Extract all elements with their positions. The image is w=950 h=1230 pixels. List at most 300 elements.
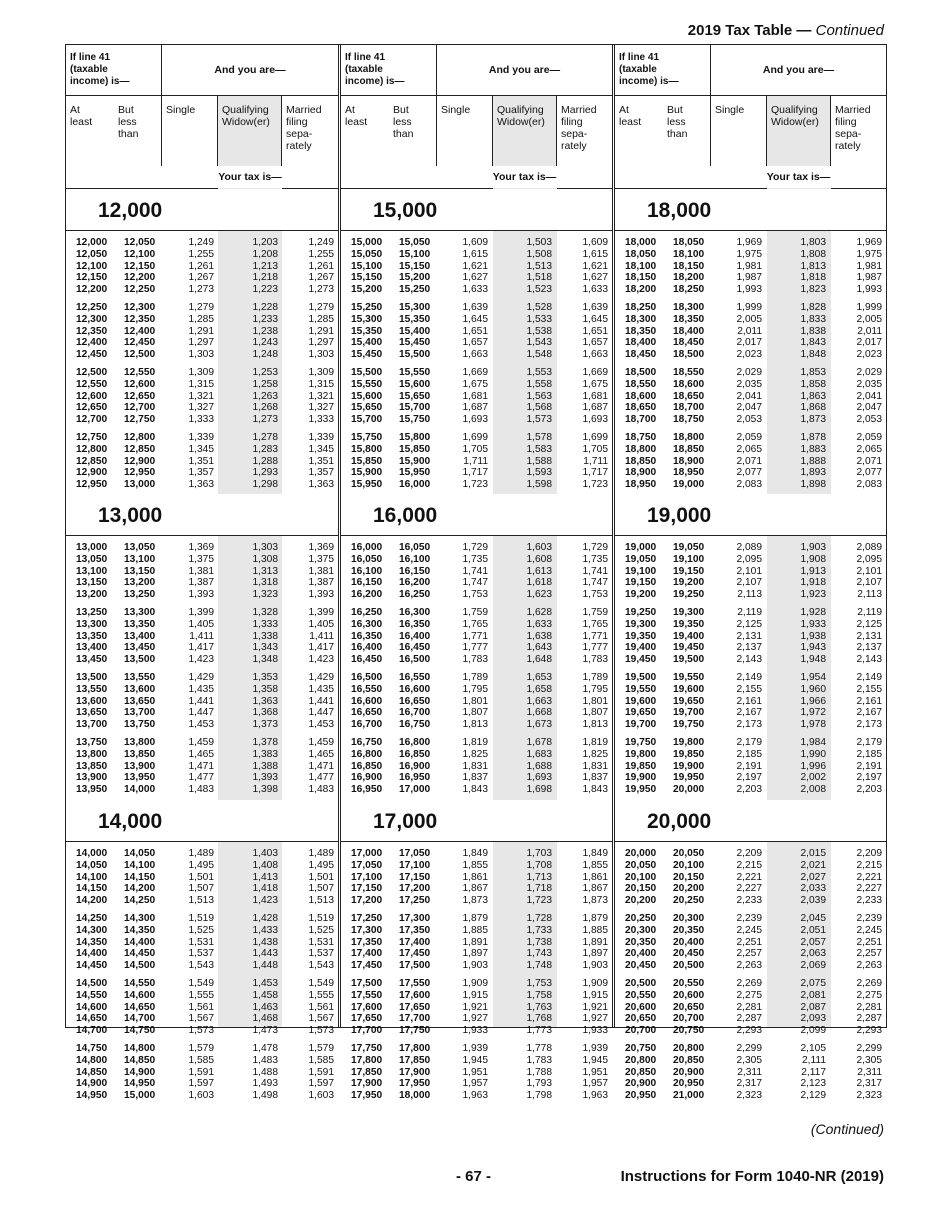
at-least-value: 18,850 xyxy=(625,455,657,467)
but-less-than-value: 17,950 xyxy=(399,1078,431,1090)
at-least-value: 15,650 xyxy=(351,402,383,414)
table-row xyxy=(615,349,886,361)
at-least-value: 20,450 xyxy=(625,960,657,972)
row-group xyxy=(341,607,612,666)
but-less-than-value: 14,400 xyxy=(124,936,156,948)
qualifying-widow-tax: 1,873 xyxy=(800,414,826,426)
single-tax: 1,999 xyxy=(736,302,762,313)
qualifying-widow-tax: 2,087 xyxy=(800,1001,826,1013)
but-less-than-value: 16,450 xyxy=(399,642,431,654)
qualifying-widow-tax: 2,063 xyxy=(800,948,826,960)
row-group xyxy=(615,607,886,666)
row-group xyxy=(615,367,886,426)
qualifying-widow-tax: 1,673 xyxy=(526,719,552,731)
but-less-than-value: 19,750 xyxy=(673,719,705,731)
but-less-than-value: 12,950 xyxy=(124,467,156,479)
married-separately-tax: 1,411 xyxy=(309,630,334,642)
but-less-than-value: 20,700 xyxy=(673,1013,705,1025)
married-separately-tax: 1,783 xyxy=(582,654,608,666)
table-row xyxy=(615,937,886,949)
row-group xyxy=(615,432,886,491)
at-least-value: 13,750 xyxy=(76,737,108,748)
married-separately-tax: 2,191 xyxy=(856,760,882,772)
at-least-value: 13,150 xyxy=(76,577,108,589)
at-least-value: 12,850 xyxy=(76,455,108,467)
married-separately-tax: 2,119 xyxy=(857,607,882,618)
married-separately-tax: 1,759 xyxy=(582,607,608,618)
qualifying-widow-tax: 2,117 xyxy=(801,1066,826,1078)
married-separately-tax: 2,203 xyxy=(856,784,882,796)
at-least-value: 18,550 xyxy=(625,378,657,390)
but-less-than-value: 13,550 xyxy=(124,672,156,683)
married-separately-tax: 1,969 xyxy=(856,237,882,248)
married-separately-tax: 1,429 xyxy=(308,672,334,683)
qualifying-widow-tax: 1,323 xyxy=(252,589,278,601)
married-separately-tax: 1,723 xyxy=(582,479,608,491)
but-less-than-value: 16,150 xyxy=(399,565,431,577)
married-separately-tax: 1,915 xyxy=(582,989,608,1001)
table-row xyxy=(341,631,612,643)
qualifying-widow-tax: 1,443 xyxy=(252,948,278,960)
qualifying-widow-tax: 1,990 xyxy=(800,748,826,760)
single-tax: 1,483 xyxy=(188,784,214,796)
qualifying-widow-tax: 1,268 xyxy=(252,402,278,414)
single-tax: 1,429 xyxy=(188,672,214,683)
at-least-value: 18,450 xyxy=(625,349,657,361)
qualifying-widow-tax: 2,123 xyxy=(800,1078,826,1090)
single-tax: 1,951 xyxy=(462,1066,488,1078)
table-row xyxy=(66,990,338,1002)
married-separately-tax: 2,221 xyxy=(856,871,882,883)
single-tax: 2,191 xyxy=(736,760,762,772)
qualifying-widow-tax: 1,823 xyxy=(800,284,826,296)
table-row xyxy=(66,479,338,491)
at-least-value: 16,150 xyxy=(351,577,383,589)
at-least-value: 12,450 xyxy=(76,349,108,361)
but-less-than-value: 16,400 xyxy=(399,630,431,642)
but-less-than-value: 13,250 xyxy=(124,589,156,601)
single-tax: 1,987 xyxy=(736,272,762,284)
but-less-than-value: 14,900 xyxy=(124,1066,156,1078)
married-separately-tax: 1,453 xyxy=(308,719,334,731)
married-separately-tax: 2,071 xyxy=(856,455,882,467)
table-row xyxy=(341,1025,612,1037)
married-separately-tax: 2,233 xyxy=(856,895,882,907)
married-separately-tax: 1,753 xyxy=(582,589,608,601)
single-tax: 1,627 xyxy=(462,272,488,284)
table-row xyxy=(66,978,338,990)
at-least-value: 16,650 xyxy=(351,707,383,719)
married-separately-tax: 2,089 xyxy=(856,542,882,553)
qualifying-widow-tax: 1,878 xyxy=(800,432,826,443)
at-least-value: 12,800 xyxy=(76,443,108,455)
table-row xyxy=(66,784,338,796)
at-least-value: 13,650 xyxy=(76,707,108,719)
table-row xyxy=(66,326,338,338)
but-less-than-value: 17,400 xyxy=(399,936,431,948)
qualifying-widow-tax: 2,021 xyxy=(800,859,826,871)
table-row xyxy=(66,237,338,249)
table-row xyxy=(341,566,612,578)
single-tax: 1,867 xyxy=(462,883,488,895)
married-separately-tax: 1,495 xyxy=(308,859,334,871)
qualifying-widow-tax: 1,403 xyxy=(252,848,278,859)
married-separately-header: Married filing sepa- rately xyxy=(561,104,597,152)
at-least-value: 16,850 xyxy=(351,760,383,772)
single-tax: 1,693 xyxy=(462,414,488,426)
table-row xyxy=(615,1002,886,1014)
single-tax: 1,825 xyxy=(462,748,488,760)
but-less-than-value: 19,800 xyxy=(673,737,705,748)
your-tax-is-header: Your tax is— xyxy=(766,171,831,183)
single-tax: 2,251 xyxy=(736,936,762,948)
qualifying-widow-tax: 1,453 xyxy=(252,978,278,989)
single-tax: 1,351 xyxy=(188,455,214,467)
qualifying-widow-tax: 1,313 xyxy=(252,565,278,577)
table-row xyxy=(615,1090,886,1102)
single-tax: 1,651 xyxy=(462,325,488,337)
if-line-header: If line 41 (taxable income) is— xyxy=(66,45,162,95)
table-row xyxy=(341,990,612,1002)
table-row xyxy=(66,566,338,578)
table-row xyxy=(66,456,338,468)
qualifying-widow-tax: 1,368 xyxy=(252,707,278,719)
row-group xyxy=(615,237,886,296)
at-least-value: 17,050 xyxy=(351,859,383,871)
at-least-value: 19,750 xyxy=(625,737,657,748)
table-row xyxy=(341,367,612,379)
table-row xyxy=(615,696,886,708)
at-least-value: 19,600 xyxy=(625,695,657,707)
table-row xyxy=(66,589,338,601)
married-separately-tax: 2,023 xyxy=(856,349,882,361)
married-separately-tax: 2,131 xyxy=(856,630,882,642)
single-tax: 1,465 xyxy=(188,748,214,760)
single-tax: 2,137 xyxy=(736,642,762,654)
table-row xyxy=(615,367,886,379)
married-separately-tax: 2,155 xyxy=(856,683,882,695)
but-less-than-value: 14,000 xyxy=(124,784,156,796)
but-less-than-value: 18,800 xyxy=(673,432,705,443)
single-tax: 1,897 xyxy=(462,948,488,960)
married-separately-tax: 1,861 xyxy=(582,871,608,883)
married-separately-tax: 1,417 xyxy=(308,642,334,654)
qualifying-widow-tax: 1,828 xyxy=(800,302,826,313)
but-less-than-value: 20,550 xyxy=(673,978,705,989)
single-tax: 1,303 xyxy=(188,349,214,361)
table-row xyxy=(66,749,338,761)
at-least-value: 12,100 xyxy=(76,260,108,272)
at-least-value: 17,700 xyxy=(351,1025,383,1037)
row-group xyxy=(341,432,612,491)
but-less-than-value: 20,000 xyxy=(673,784,705,796)
table-row xyxy=(66,432,338,444)
but-less-than-value: 19,050 xyxy=(673,542,705,553)
at-least-value: 17,400 xyxy=(351,948,383,960)
table-row xyxy=(341,848,612,860)
but-less-than-value: 20,250 xyxy=(673,895,705,907)
at-least-value: 13,400 xyxy=(76,642,108,654)
qualifying-widow-tax: 1,333 xyxy=(252,618,278,630)
married-separately-tax: 1,801 xyxy=(582,695,608,707)
qualifying-widow-tax: 1,848 xyxy=(800,349,826,361)
but-less-than-value: 17,700 xyxy=(399,1013,431,1025)
but-less-than-value: 17,900 xyxy=(399,1066,431,1078)
at-least-value: 18,000 xyxy=(625,237,657,248)
at-least-value: 12,500 xyxy=(76,367,108,378)
table-row xyxy=(615,456,886,468)
single-tax: 2,323 xyxy=(736,1090,762,1102)
but-less-than-value: 14,750 xyxy=(124,1025,156,1037)
at-least-value: 18,200 xyxy=(625,284,657,296)
at-least-value: 19,550 xyxy=(625,683,657,695)
at-least-value: 17,300 xyxy=(351,924,383,936)
at-least-value: 20,050 xyxy=(625,859,657,871)
but-less-than-value: 15,800 xyxy=(399,432,431,443)
qualifying-widow-tax: 1,858 xyxy=(800,378,826,390)
at-least-value: 17,150 xyxy=(351,883,383,895)
qualifying-widow-tax: 1,928 xyxy=(800,607,826,618)
single-tax: 1,891 xyxy=(462,936,488,948)
but-less-than-value: 19,850 xyxy=(673,748,705,760)
qualifying-widow-tax: 1,253 xyxy=(252,367,278,378)
but-less-than-value: 12,800 xyxy=(124,432,156,443)
qualifying-widow-tax: 1,358 xyxy=(252,683,278,695)
married-separately-tax: 2,035 xyxy=(856,378,882,390)
table-row xyxy=(341,719,612,731)
table-row xyxy=(615,883,886,895)
single-tax: 1,807 xyxy=(462,707,488,719)
qualifying-widow-tax: 1,843 xyxy=(800,337,826,349)
at-least-value: 14,700 xyxy=(76,1025,108,1037)
single-tax: 1,687 xyxy=(462,402,488,414)
single-tax: 1,393 xyxy=(188,589,214,601)
table-row xyxy=(66,272,338,284)
qualifying-widow-tax: 1,233 xyxy=(252,313,278,325)
table-row xyxy=(615,237,886,249)
qualifying-widow-tax: 1,503 xyxy=(526,237,552,248)
single-tax: 1,441 xyxy=(188,695,214,707)
married-separately-tax: 1,609 xyxy=(582,237,608,248)
table-row xyxy=(341,737,612,749)
but-less-than-value: 19,900 xyxy=(673,760,705,772)
married-separately-tax: 2,281 xyxy=(856,1001,882,1013)
row-group xyxy=(615,672,886,731)
but-less-than-value: 19,250 xyxy=(673,589,705,601)
single-tax: 1,783 xyxy=(462,654,488,666)
married-separately-tax: 1,369 xyxy=(308,542,334,553)
table-row xyxy=(341,272,612,284)
married-separately-tax: 1,981 xyxy=(856,260,882,272)
table-row xyxy=(615,607,886,619)
married-separately-tax: 1,435 xyxy=(308,683,334,695)
married-separately-tax: 2,011 xyxy=(857,325,882,337)
married-separately-tax: 1,285 xyxy=(308,313,334,325)
income-band-heading: 16,000 xyxy=(341,494,612,536)
table-row xyxy=(341,337,612,349)
but-less-than-value: 18,450 xyxy=(673,337,705,349)
but-less-than-value: 19,150 xyxy=(673,565,705,577)
single-tax: 1,801 xyxy=(462,695,488,707)
single-tax: 1,537 xyxy=(188,948,214,960)
row-group xyxy=(615,913,886,972)
but-less-than-value: 18,900 xyxy=(673,455,705,467)
table-row xyxy=(615,379,886,391)
married-separately-tax: 1,315 xyxy=(308,378,334,390)
qualifying-widow-tax: 2,002 xyxy=(800,772,826,784)
single-tax: 2,125 xyxy=(736,618,762,630)
but-less-than-value: 20,600 xyxy=(673,989,705,1001)
qualifying-widow-tax: 1,948 xyxy=(800,654,826,666)
single-tax: 1,957 xyxy=(462,1078,488,1090)
married-separately-tax: 2,173 xyxy=(856,719,882,731)
single-tax: 1,555 xyxy=(188,989,214,1001)
married-separately-tax: 1,291 xyxy=(308,325,334,337)
qualifying-widow-tax: 1,213 xyxy=(252,260,278,272)
but-less-than-value: 16,200 xyxy=(399,577,431,589)
qualifying-widow-tax: 1,563 xyxy=(526,390,552,402)
but-less-than-value: 15,000 xyxy=(124,1090,156,1102)
table-row xyxy=(66,607,338,619)
single-tax: 1,723 xyxy=(462,479,488,491)
row-group xyxy=(66,737,338,796)
table-row xyxy=(341,314,612,326)
married-separately-tax: 1,873 xyxy=(582,895,608,907)
married-separately-tax: 1,585 xyxy=(308,1054,334,1066)
single-tax: 2,023 xyxy=(736,349,762,361)
at-least-value: 14,850 xyxy=(76,1066,108,1078)
at-least-header: At least xyxy=(345,104,368,128)
single-tax: 2,299 xyxy=(736,1043,762,1054)
table-row xyxy=(341,707,612,719)
married-separately-tax: 1,399 xyxy=(308,607,334,618)
qualifying-widow-tax: 1,638 xyxy=(526,630,552,642)
qualifying-widow-tax: 1,663 xyxy=(526,695,552,707)
at-least-value: 15,350 xyxy=(351,325,383,337)
at-least-value: 13,000 xyxy=(76,542,108,553)
but-less-than-value: 19,600 xyxy=(673,683,705,695)
single-tax: 2,083 xyxy=(736,479,762,491)
married-separately-tax: 1,633 xyxy=(582,284,608,296)
qualifying-widow-tax: 1,918 xyxy=(800,577,826,589)
qualifying-widow-tax: 1,783 xyxy=(526,1054,552,1066)
but-less-than-value: 15,850 xyxy=(399,443,431,455)
single-tax: 1,285 xyxy=(188,313,214,325)
row-group xyxy=(66,542,338,601)
but-less-than-value: 18,000 xyxy=(399,1090,431,1102)
qualifying-widow-tax: 2,057 xyxy=(800,936,826,948)
married-separately-tax: 1,537 xyxy=(308,948,334,960)
single-tax: 1,279 xyxy=(188,302,214,313)
but-less-than-value: 15,450 xyxy=(399,337,431,349)
single-tax: 1,837 xyxy=(462,772,488,784)
married-separately-tax: 1,843 xyxy=(582,784,608,796)
at-least-value: 19,300 xyxy=(625,618,657,630)
table-row xyxy=(66,619,338,631)
income-band-heading: 12,000 xyxy=(66,189,338,231)
qualifying-widow-tax: 1,888 xyxy=(800,455,826,467)
married-separately-tax: 2,185 xyxy=(856,748,882,760)
table-row xyxy=(66,1090,338,1102)
at-least-value: 14,300 xyxy=(76,924,108,936)
married-separately-tax: 1,927 xyxy=(582,1013,608,1025)
single-tax: 1,603 xyxy=(188,1090,214,1102)
table-row xyxy=(341,589,612,601)
married-separately-tax: 1,675 xyxy=(582,378,608,390)
married-separately-tax: 1,489 xyxy=(308,848,334,859)
married-separately-tax: 1,441 xyxy=(308,695,334,707)
at-least-value: 14,150 xyxy=(76,883,108,895)
row-group xyxy=(341,237,612,296)
table-row xyxy=(615,1055,886,1067)
if-line-header: If line 41 (taxable income) is— xyxy=(615,45,711,95)
qualifying-widow-tax: 1,363 xyxy=(252,695,278,707)
table-row xyxy=(66,925,338,937)
but-less-than-value: 20,950 xyxy=(673,1078,705,1090)
row-group xyxy=(66,302,338,361)
table-row xyxy=(615,631,886,643)
table-row xyxy=(341,1002,612,1014)
married-separately-tax: 1,837 xyxy=(582,772,608,784)
at-least-value: 13,950 xyxy=(76,784,108,796)
single-tax: 1,339 xyxy=(188,432,214,443)
table-row xyxy=(341,684,612,696)
qualifying-widow-tax: 2,081 xyxy=(800,989,826,1001)
table-row xyxy=(66,349,338,361)
qualifying-widow-tax: 1,972 xyxy=(800,707,826,719)
but-less-than-value: 15,900 xyxy=(399,455,431,467)
single-tax: 1,633 xyxy=(462,284,488,296)
table-row xyxy=(341,479,612,491)
table-row xyxy=(341,444,612,456)
but-less-than-value: 18,750 xyxy=(673,414,705,426)
single-tax: 2,101 xyxy=(736,565,762,577)
married-separately-tax: 1,957 xyxy=(582,1078,608,1090)
qualifying-widow-tax: 1,753 xyxy=(526,978,552,989)
single-header: Single xyxy=(711,96,767,166)
married-separately-tax: 1,333 xyxy=(308,414,334,426)
at-least-value: 18,100 xyxy=(625,260,657,272)
at-least-value: 19,450 xyxy=(625,654,657,666)
married-separately-tax: 2,041 xyxy=(856,390,882,402)
married-separately-tax: 1,867 xyxy=(582,883,608,895)
qualifying-widow-tax: 1,693 xyxy=(526,772,552,784)
single-tax: 1,255 xyxy=(188,248,214,260)
but-less-than-value: 15,550 xyxy=(399,367,431,378)
qualifying-widow-tax: 1,708 xyxy=(526,859,552,871)
married-separately-tax: 1,303 xyxy=(308,349,334,361)
but-less-than-value: 17,250 xyxy=(399,895,431,907)
single-tax: 1,765 xyxy=(462,618,488,630)
single-tax: 2,173 xyxy=(736,719,762,731)
but-less-than-value: 12,600 xyxy=(124,378,156,390)
qualifying-widow-tax: 1,243 xyxy=(252,337,278,349)
married-separately-tax: 1,903 xyxy=(582,960,608,972)
table-row xyxy=(615,284,886,296)
married-separately-tax: 2,017 xyxy=(856,337,882,349)
qualifying-widow-tax: 1,578 xyxy=(526,432,552,443)
at-least-value: 15,300 xyxy=(351,313,383,325)
but-less-than-value: 18,300 xyxy=(673,302,705,313)
at-least-value: 18,800 xyxy=(625,443,657,455)
single-tax: 2,167 xyxy=(736,707,762,719)
single-tax: 2,179 xyxy=(736,737,762,748)
at-least-value: 20,000 xyxy=(625,848,657,859)
married-separately-tax: 2,125 xyxy=(856,618,882,630)
qualifying-widow-tax: 1,658 xyxy=(526,683,552,695)
at-least-value: 19,100 xyxy=(625,565,657,577)
but-less-than-value: 14,950 xyxy=(124,1078,156,1090)
